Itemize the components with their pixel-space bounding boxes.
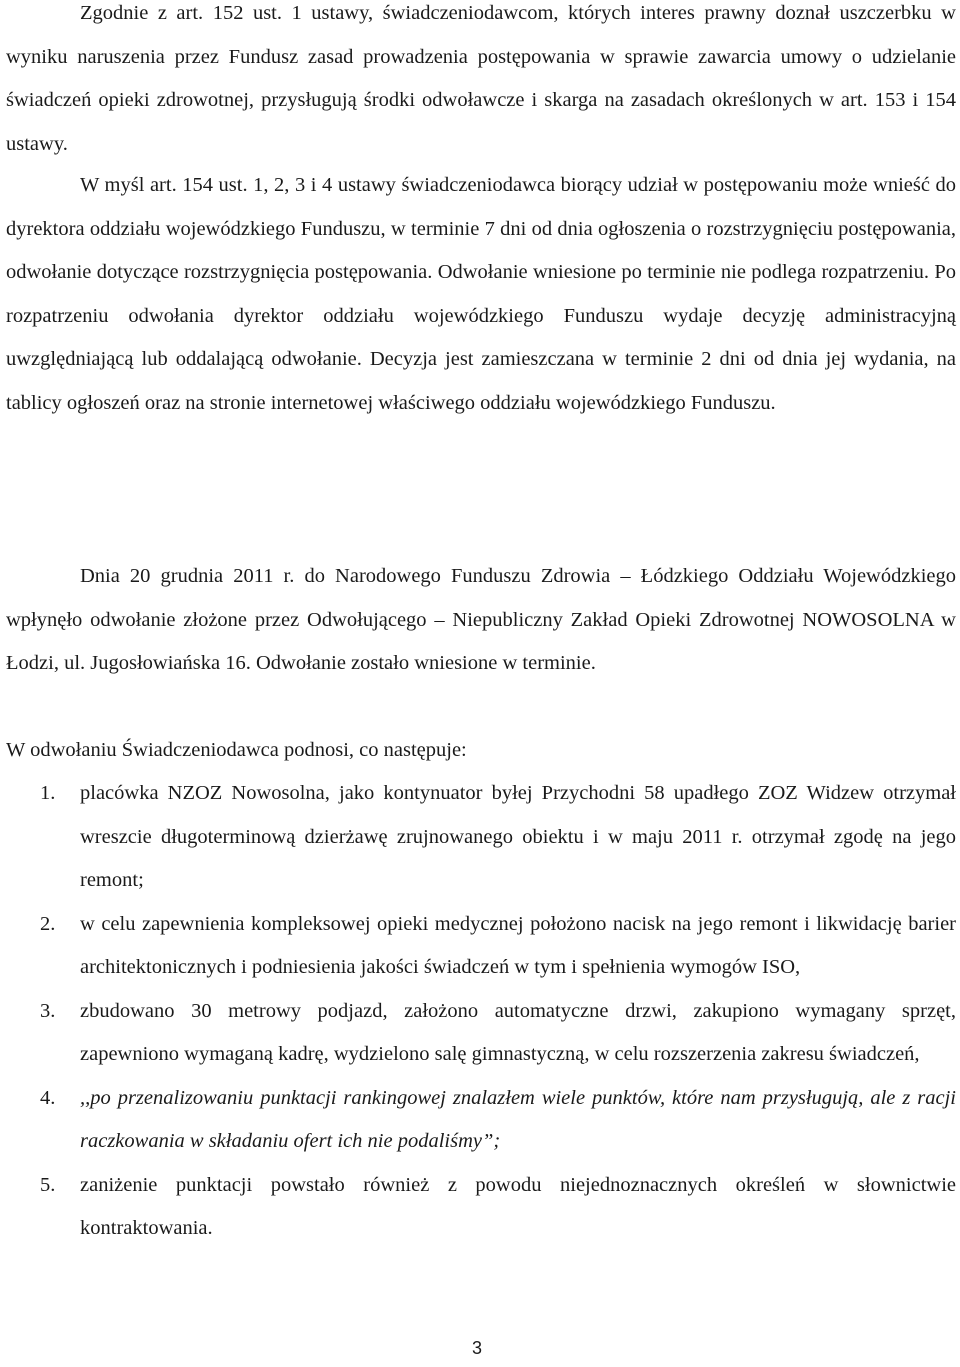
list-item-number: 5. [40, 1173, 56, 1196]
paragraph-legal-basis: Zgodnie z art. 152 ust. 1 ustawy, świadczeniodawcom, których interes prawny doznał uszczerbku w wyniku naruszenia przez Fundusz zasad prowadzenia postępowania w sprawie zawarcia umowy o udzielanie świadczeń opieki zdrowotnej, przysługują środki odwoławcze i skarga na zasadach określonych w art. 153 i 154 ustawy. [6, 2, 956, 155]
list-item [6, 772, 956, 903]
list-item [6, 1077, 956, 1164]
paragraph-appeal-procedure: W myśl art. 154 ust. 1, 2, 3 i 4 ustawy świadczeniodawca biorący udział w postępowaniu może wnieść do dyrektora oddziału wojewódzkiego Funduszu, w terminie 7 dni od dnia ogłoszenia o rozstrzygnięciu postępowania, odwołanie dotyczące rozstrzygnięcia postępowania. Odwołanie wniesione po terminie nie podlega rozpatrzeniu. Po rozpatrzeniu odwołania dyrektor oddziału wojewódzkiego Funduszu wydaje decyzję administracyjną uwzględniającą lub oddalającą odwołanie. Decyzja jest zamieszczana w terminie 2 dni od dnia jej wydania, na tablicy ogłoszeń oraz na stronie internetowej właściwego oddziału wojewódzkiego Funduszu. [6, 174, 956, 414]
list-item-text: placówka NZOZ Nowosolna, jako kontynuator byłej Przychodni 58 upadłego ZOZ Widzew otrzymał wreszcie długoterminową dzierżawę zrujnowanego obiektu i w maju 2011 r. otrzymał zgodę na jego remont; [80, 782, 956, 891]
list-item-text-quote: ,,po przenalizowaniu punktacji rankingowej znalazłem wiele punktów, które nam przysługują, ale z racji raczkowania w składaniu ofert ich nie podaliśmy”; [80, 1086, 956, 1152]
list-item-number: 2. [40, 912, 56, 935]
paragraph-list-intro: W odwołaniu Świadczeniodawca podnosi, co następuje: [6, 739, 467, 761]
list-item-text: w celu zapewnienia kompleksowej opieki medycznej położono nacisk na jego remont i likwidację barier architektonicznych i podniesienia jakości świadczeń w tym i spełnienia wymogów ISO, [80, 912, 956, 978]
list-item-number: 4. [40, 1086, 56, 1109]
list-item [6, 990, 956, 1077]
paragraph-appeal-received: Dnia 20 grudnia 2011 r. do Narodowego Funduszu Zdrowia – Łódzkiego Oddziału Wojewódzkiego wpłynęło odwołanie złożone przez Odwołującego – Niepubliczny Zakład Opieki Zdrowotnej NOWOSOLNA w Łodzi, ul. Jugosłowiańska 16. Odwołanie zostało wniesione w terminie. [6, 565, 956, 674]
list-item [6, 1164, 956, 1251]
list-item-number: 3. [40, 999, 56, 1022]
page-number: 3 [472, 1338, 483, 1358]
list-item-text: zaniżenie punktacji powstało również z powodu niejednoznacznych określeń w słownictwie kontraktowania. [80, 1173, 956, 1239]
list-item-text: zbudowano 30 metrowy podjazd, założono automatyczne drzwi, zakupiono wymagany sprzęt, zapewniono wymaganą kadrę, wydzielono salę gimnastyczną, w celu rozszerzenia zakresu świadczeń, [80, 999, 956, 1065]
list-item [6, 903, 956, 990]
appeal-points-list [6, 772, 956, 1251]
list-item-number: 1. [40, 782, 56, 804]
